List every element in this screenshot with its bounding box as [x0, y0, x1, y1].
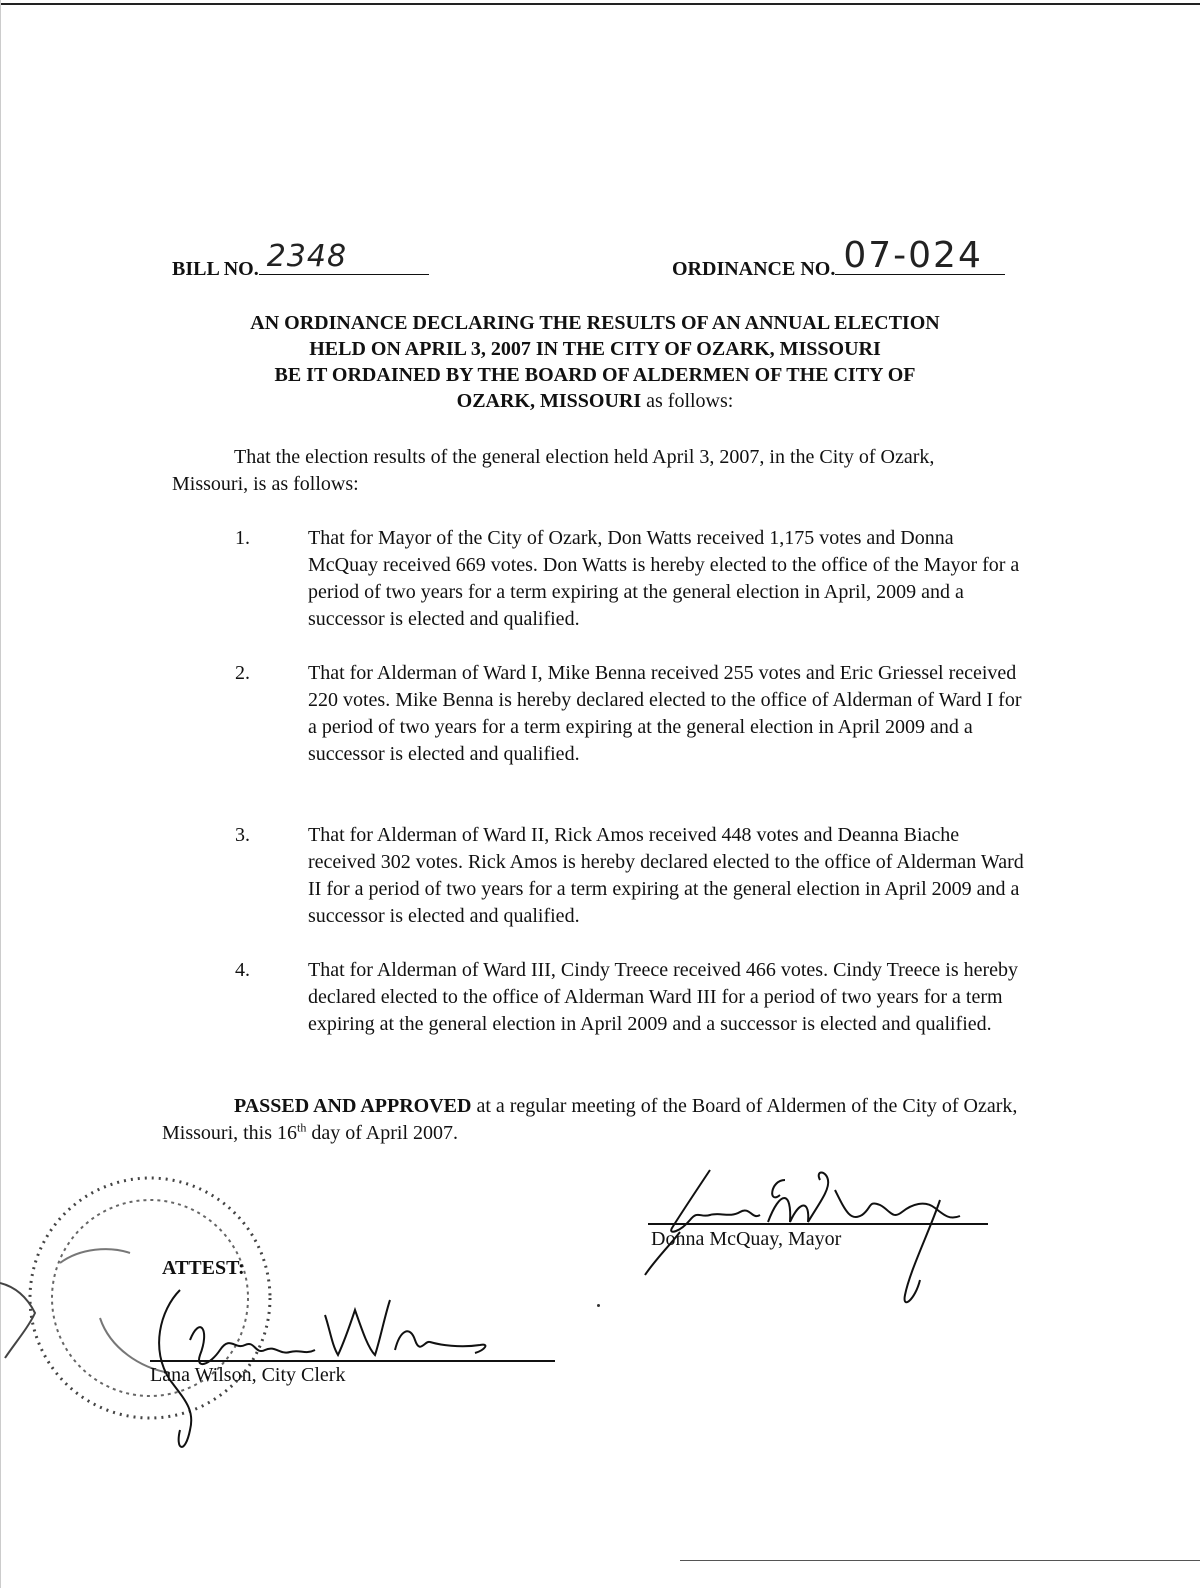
- list-item: [235, 525, 1035, 633]
- item-number: 4.: [235, 959, 250, 981]
- title-line-2: HELD ON APRIL 3, 2007 IN THE CITY OF OZARK, MISSOURI: [309, 338, 881, 360]
- item-text: That for Alderman of Ward I, Mike Benna received 255 votes and Eric Griessel received 220 votes. Mike Benna is hereby declared elected to the office of Alderman of Ward I for a period of two years for a term expiring at the general election in April 2009 and a successor is elected and qualified.: [308, 662, 1022, 765]
- intro-paragraph: That the election results of the general election held April 3, 2007, in the City of Ozark, Missouri, is as follows:: [172, 446, 935, 495]
- list-item: [235, 957, 1035, 1038]
- ordinance-number-field: [672, 235, 1005, 281]
- mayor-name-label: Donna McQuay, Mayor: [651, 1228, 842, 1250]
- list-item: [235, 660, 1035, 768]
- scan-speck: [597, 1304, 600, 1307]
- passed-superscript: th: [297, 1120, 307, 1135]
- ordinance-number-handwritten: 07-024: [843, 235, 983, 276]
- passed-approved-paragraph: [162, 1093, 1022, 1147]
- mayor-signature-line: [648, 1223, 988, 1225]
- clerk-name-label: Lana Wilson, City Clerk: [150, 1364, 346, 1386]
- item-text: That for Alderman of Ward III, Cindy Treece received 466 votes. Cindy Treece is hereby declared elected to the office of Alderman Ward III for a period of two years for a term expiring at the general election in April 2009 and a successor is elected and qualified.: [308, 959, 1019, 1035]
- item-text: That for Alderman of Ward II, Rick Amos received 448 votes and Deanna Biache received 302 votes. Rick Amos is hereby declared elected to the office of Alderman Ward II for a period of two years for a term expiring at the general election in April 2009 and a successor is elected and qualified.: [308, 824, 1024, 927]
- clerk-signature-line: [150, 1360, 555, 1362]
- item-number: 2.: [235, 662, 250, 684]
- bill-number-field: [172, 239, 429, 281]
- scan-edge-top: [0, 3, 1200, 5]
- bill-number-blank: [259, 239, 429, 275]
- item-number: 1.: [235, 527, 250, 549]
- item-text: That for Mayor of the City of Ozark, Don Watts received 1,175 votes and Donna McQuay received 669 votes. Don Watts is hereby elected to the office of the Mayor for a period of two years for a term expiring at the general election in April, 2009 and a successor is elected and qualified.: [308, 527, 1020, 630]
- bill-number-handwritten: 2348: [266, 239, 348, 274]
- passed-text-b: day of April 2007.: [306, 1122, 459, 1144]
- title-line-4-rest: as follows:: [641, 390, 734, 412]
- item-number: 3.: [235, 824, 250, 846]
- title-line-4: [160, 388, 1030, 414]
- ordinance-title: [160, 310, 1030, 414]
- attest-label: ATTEST:: [162, 1257, 245, 1279]
- scan-edge-bottom: [680, 1560, 1200, 1561]
- list-item: [235, 822, 1035, 930]
- passed-approved-bold: PASSED AND APPROVED: [234, 1095, 472, 1117]
- passed-text-a: at a regular meeting of the Board of Aldermen of the City of Ozark, Missouri, this 16: [162, 1095, 1018, 1144]
- title-line-1: AN ORDINANCE DECLARING THE RESULTS OF AN ANNUAL ELECTION: [250, 312, 940, 334]
- ordinance-label: ORDINANCE NO.: [672, 258, 836, 280]
- title-line-4-bold: OZARK, MISSOURI: [456, 390, 642, 412]
- ordinance-number-blank: [835, 235, 1005, 276]
- bill-label: BILL NO.: [172, 258, 259, 280]
- title-line-3: BE IT ORDAINED BY THE BOARD OF ALDERMEN OF THE CITY OF: [274, 364, 916, 386]
